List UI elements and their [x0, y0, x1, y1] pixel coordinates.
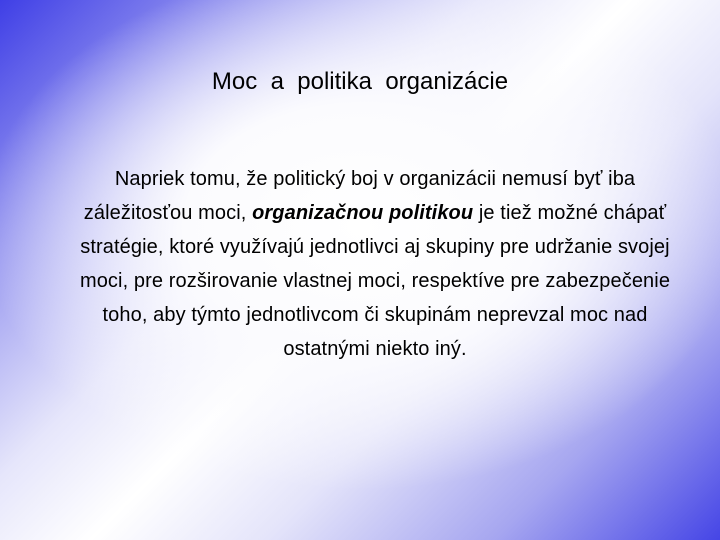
slide-title: Moc a politika organizácie — [211, 68, 509, 95]
paragraph-emphasis: organizačnou politikou — [252, 202, 474, 224]
slide-body-paragraph — [78, 162, 672, 366]
paragraph-text-before: Napriek tomu, že politický boj v organizácii nemusí byť iba záležitosťou moci, — [83, 168, 636, 224]
paragraph-text-after: je tiež možné chápať stratégie, ktoré využívajú jednotlivci aj skupiny pre udržanie svojej moci, pre rozširovanie vlastnej moci, respektíve pre zabezpečenie toho, aby týmto jednotlivcom či skupinám neprevzal moc nad ostatnými niekto iný. — [79, 202, 671, 360]
